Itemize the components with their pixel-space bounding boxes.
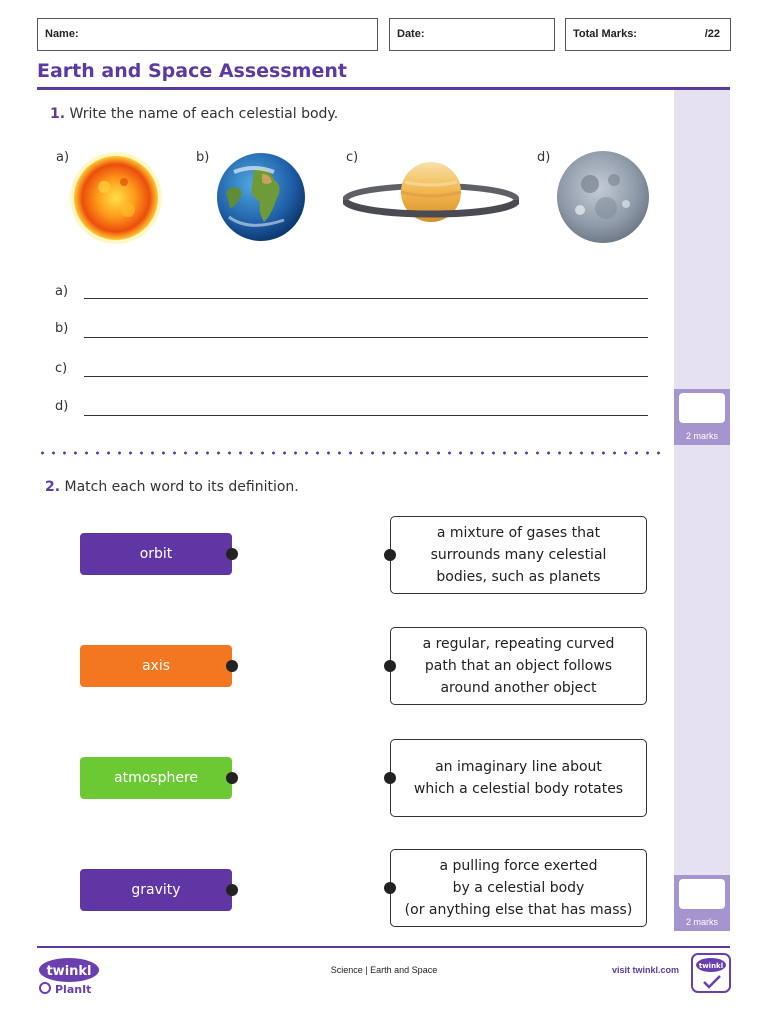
- q1-marks-label: 2 marks: [685, 431, 718, 441]
- definition-4[interactable]: [390, 849, 647, 927]
- answer-line-a[interactable]: [84, 298, 648, 299]
- quality-badge-icon: [690, 952, 732, 994]
- title-divider: [37, 87, 730, 90]
- q1-text: Write the name of each celestial body.: [69, 106, 339, 122]
- definition-1[interactable]: [390, 516, 647, 594]
- image-label-a: a): [56, 150, 70, 165]
- answer-label-b: b): [55, 321, 69, 336]
- name-field[interactable]: [37, 18, 378, 51]
- date-field[interactable]: [389, 18, 555, 51]
- word-axis[interactable]: [80, 645, 232, 687]
- word-orbit[interactable]: [80, 533, 232, 575]
- q1-marks-box: [674, 389, 730, 445]
- match-dot[interactable]: [226, 772, 238, 784]
- answer-line-c[interactable]: [84, 376, 648, 377]
- earth-image: [214, 152, 310, 242]
- word-label: gravity: [131, 882, 181, 898]
- word-label: orbit: [139, 546, 173, 562]
- name-label: Name:: [45, 28, 79, 40]
- answer-label-d: d): [55, 399, 69, 414]
- word-label: atmosphere: [114, 770, 198, 786]
- q1-prompt: [50, 106, 338, 122]
- moon-image: [554, 150, 652, 244]
- match-dot[interactable]: [384, 660, 396, 672]
- answer-line-b[interactable]: [84, 337, 648, 338]
- match-dot[interactable]: [226, 548, 238, 560]
- twinkl-planit-logo: [37, 956, 101, 996]
- logo-sub: PlanIt: [55, 983, 92, 996]
- total-marks-value: /22: [704, 28, 720, 40]
- answer-label-a: a): [55, 284, 69, 299]
- total-marks-field: [565, 18, 731, 51]
- q1-marks-input[interactable]: [679, 393, 725, 423]
- q1-number: 1.: [50, 106, 66, 122]
- image-label-d: d): [537, 150, 551, 165]
- marks-sidebar: [674, 90, 730, 930]
- match-dot[interactable]: [226, 884, 238, 896]
- sun-image: [66, 152, 166, 244]
- logo-text: twinkl: [46, 964, 92, 979]
- definition-text: an imaginary line about which a celestial body rotates: [413, 759, 624, 797]
- saturn-image: [343, 160, 519, 230]
- answer-line-d[interactable]: [84, 415, 648, 416]
- q2-marks-input[interactable]: [679, 879, 725, 909]
- word-label: axis: [141, 658, 171, 674]
- definition-text: a mixture of gases that surrounds many celestial bodies, such as planets: [430, 525, 607, 585]
- answer-label-c: c): [55, 361, 68, 376]
- footer-divider: [37, 946, 730, 948]
- image-label-c: c): [346, 150, 359, 165]
- match-dot[interactable]: [226, 660, 238, 672]
- definition-2[interactable]: [390, 627, 647, 705]
- definition-text: a regular, repeating curved path that an object follows around another object: [422, 636, 615, 696]
- section-divider: [37, 451, 662, 455]
- q2-prompt: [45, 479, 299, 495]
- definition-text: a pulling force exerted by a celestial body (or anything else that has mass): [404, 858, 633, 918]
- word-atmosphere[interactable]: [80, 757, 232, 799]
- footer-link[interactable]: visit twinkl.com: [612, 965, 680, 975]
- match-dot[interactable]: [384, 772, 396, 784]
- total-marks-label: Total Marks:: [573, 28, 637, 40]
- page-title: Earth and Space Assessment: [37, 60, 347, 82]
- q2-text: Match each word to its definition.: [64, 479, 299, 495]
- definition-3[interactable]: [390, 739, 647, 817]
- q2-number: 2.: [45, 479, 61, 495]
- word-gravity[interactable]: [80, 869, 232, 911]
- badge-text: twinkl: [698, 962, 724, 970]
- q2-marks-label: 2 marks: [685, 917, 718, 927]
- match-dot[interactable]: [384, 549, 396, 561]
- match-dot[interactable]: [384, 882, 396, 894]
- q2-marks-box: [674, 875, 730, 931]
- image-label-b: b): [196, 150, 210, 165]
- footer-subject: Science | Earth and Space: [330, 965, 438, 975]
- date-label: Date:: [397, 28, 425, 40]
